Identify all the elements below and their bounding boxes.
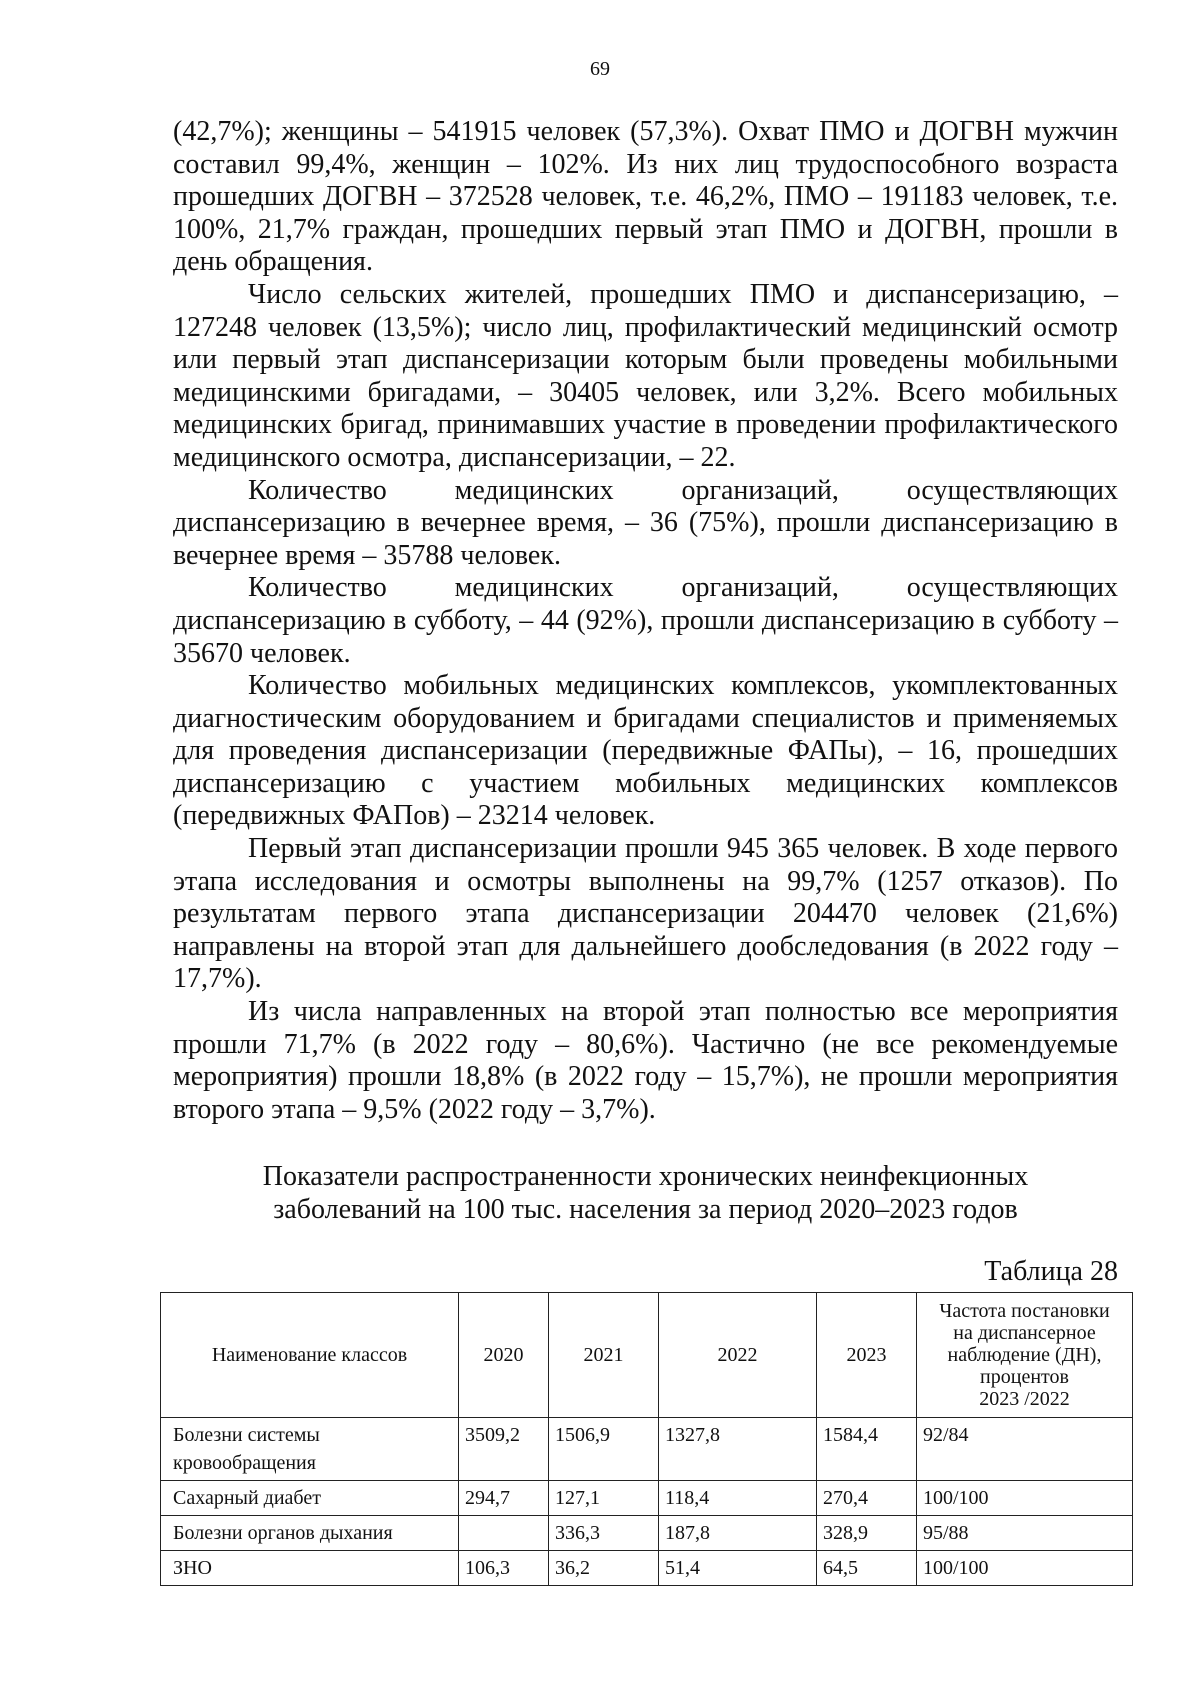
header-2021: 2021: [549, 1293, 659, 1418]
data-table: [160, 1292, 1133, 1586]
header-frequency-line-3: наблюдение (ДН),: [947, 1344, 1102, 1366]
paragraph-1: (42,7%); женщины – 541915 человек (57,3%). Охват ПМО и ДОГВН мужчин составил 99,4%, женщин – 102%. Из них лиц трудоспособного возраста прошедших ДОГВН – 372528 человек, т.е. 46,2%, ПМО – 191183 человек, т.е. 100%, 21,7% граждан, прошедших первый этап ПМО и ДОГВН, прошли в день обращения.: [173, 116, 1118, 278]
cell-2020: 294,7: [459, 1481, 549, 1516]
cell-2022: 1327,8: [659, 1418, 817, 1481]
table-row: [161, 1481, 1133, 1516]
header-frequency: [917, 1293, 1133, 1418]
row-name-line-2: кровообращения: [173, 1452, 316, 1474]
cell-2021: 1506,9: [549, 1418, 659, 1481]
table-label: Таблица 28: [984, 1256, 1118, 1287]
header-frequency-line-1: Частота постановки: [939, 1300, 1110, 1322]
row-name: ЗНО: [161, 1551, 459, 1586]
paragraph-5: Количество мобильных медицинских комплексов, укомплектованных диагностическим оборудованием и бригадами специалистов и применяемых для проведения диспансеризации (передвижные ФАПы), – 16, прошедших диспансеризацию с участием мобильных медицинских комплексов (передвижных ФАПов) – 23214 человек.: [173, 670, 1118, 832]
paragraph-7: Из числа направленных на второй этап полностью все мероприятия прошли 71,7% (в 2022 году – 80,6%). Частично (не все рекомендуемые мероприятия) прошли 18,8% (в 2022 году – 15,7%), не прошли мероприятия второго этапа – 9,5% (2022 году – 3,7%).: [173, 996, 1118, 1125]
table-row: [161, 1551, 1133, 1586]
cell-frequency: 100/100: [917, 1551, 1133, 1586]
page-number: 69: [590, 58, 610, 80]
cell-2022: 187,8: [659, 1516, 817, 1551]
cell-2020: 3509,2: [459, 1418, 549, 1481]
cell-2023: 1584,4: [817, 1418, 917, 1481]
body-text: [173, 116, 1118, 1126]
paragraph-3: Количество медицинских организаций, осуществляющих диспансеризацию в вечернее время, – 36 (75%), прошли диспансеризацию в вечернее время – 35788 человек.: [173, 474, 1118, 571]
paragraph-2: Число сельских жителей, прошедших ПМО и диспансеризацию, – 127248 человек (13,5%); число лиц, профилактический медицинский осмотр или первый этап диспансеризации которым были проведены мобильными медицинскими бригадами, – 30405 человек, или 3,2%. Всего мобильных медицинских бригад, принимавших участие в проведении профилактического медицинского осмотра, диспансеризации, – 22.: [173, 278, 1118, 473]
paragraph-4: Количество медицинских организаций, осуществляющих диспансеризацию в субботу, – 44 (92%), прошли диспансеризацию в субботу – 35670 человек.: [173, 572, 1118, 669]
cell-2020: 106,3: [459, 1551, 549, 1586]
header-frequency-line-2: на диспансерное: [953, 1322, 1096, 1344]
cell-2021: 36,2: [549, 1551, 659, 1586]
cell-2023: 328,9: [817, 1516, 917, 1551]
table-header-row: [161, 1293, 1133, 1418]
row-name-line-1: Болезни системы: [173, 1424, 320, 1446]
header-frequency-line-4: процентов: [980, 1366, 1069, 1388]
cell-2023: 64,5: [817, 1551, 917, 1586]
cell-frequency: 100/100: [917, 1481, 1133, 1516]
table-row: [161, 1418, 1133, 1481]
table-title-line-2: заболеваний на 100 тыс. населения за период 2020–2023 годов: [273, 1193, 1018, 1225]
cell-2022: 51,4: [659, 1551, 817, 1586]
cell-2020: [459, 1516, 549, 1551]
cell-frequency: 92/84: [917, 1418, 1133, 1481]
header-2022: 2022: [659, 1293, 817, 1418]
row-name: Сахарный диабет: [161, 1481, 459, 1516]
cell-2022: 118,4: [659, 1481, 817, 1516]
table-row: [161, 1516, 1133, 1551]
paragraph-6: Первый этап диспансеризации прошли 945 365 человек. В ходе первого этапа исследования и осмотры выполнены на 99,7% (1257 отказов). По результатам первого этапа диспансеризации 204470 человек (21,6%) направлены на второй этап для дальнейшего дообследования (в 2022 году – 17,7%).: [173, 833, 1118, 995]
table-title-line-1: Показатели распространенности хронических неинфекционных: [262, 1161, 1029, 1192]
cell-2021: 127,1: [549, 1481, 659, 1516]
cell-2021: 336,3: [549, 1516, 659, 1551]
header-frequency-line-5: 2023 /2022: [979, 1388, 1070, 1410]
table-title: [173, 1161, 1118, 1226]
header-2020: 2020: [459, 1293, 549, 1418]
row-name: Болезни органов дыхания: [161, 1516, 459, 1551]
row-name: [161, 1418, 459, 1481]
header-name: Наименование классов: [161, 1293, 459, 1418]
cell-frequency: 95/88: [917, 1516, 1133, 1551]
cell-2023: 270,4: [817, 1481, 917, 1516]
header-2023: 2023: [817, 1293, 917, 1418]
